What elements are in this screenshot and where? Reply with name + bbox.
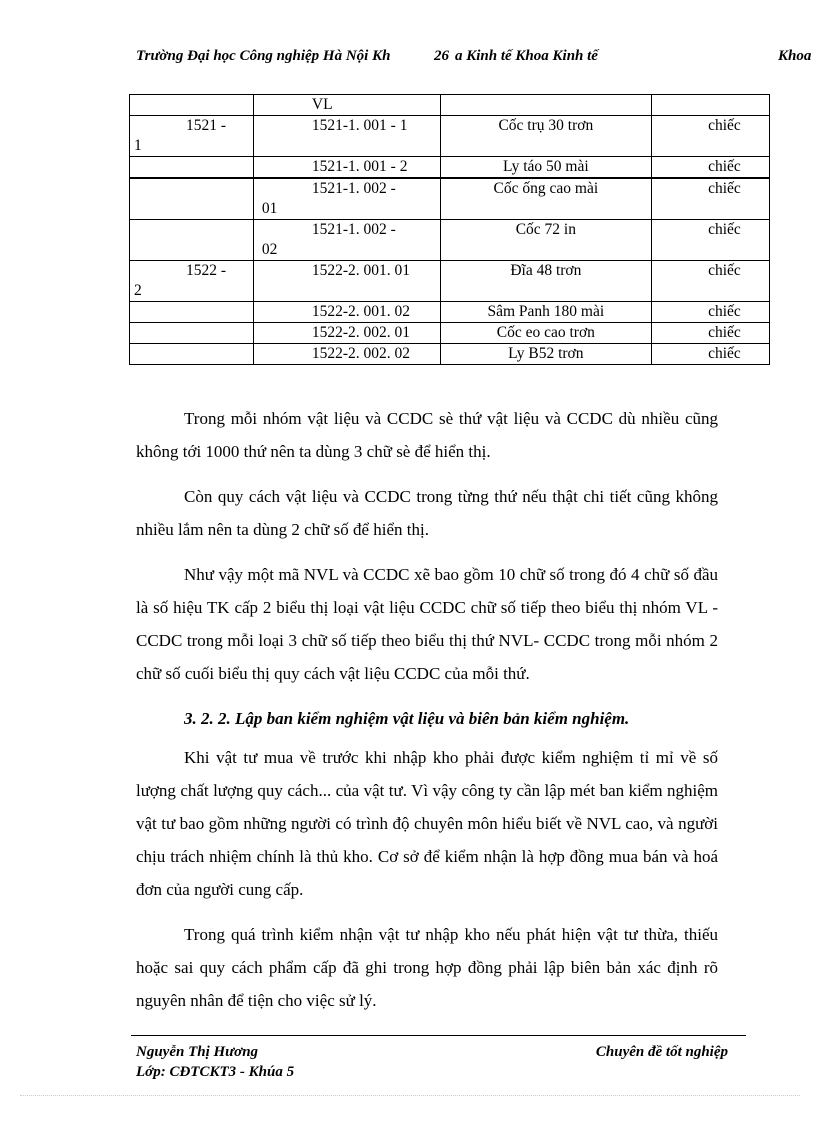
paragraph: Như vậy một mã NVL và CCDC xẽ bao gồm 10 chữ số trong đó 4 chữ số đầu là số hiệu TK cấp 2 biểu thị loại vật liệu CCDC chữ số tiếp theo biểu thị nhóm VL - CCDC trong mỗi loại 3 chữ số tiếp theo biểu thị thứ NVL- CCDC trong mỗi nhóm 2 chữ số cuối biểu thị quy cách vật liệu CCDC của mỗi thứ. — [136, 565, 718, 683]
table-row — [130, 95, 770, 116]
paragraph: Trong mỗi nhóm vật liệu và CCDC sè thứ vật liệu và CCDC dù nhiều cũng không tới 1000 thứ nên ta dùng 3 chữ sè để hiển thị. — [136, 409, 718, 461]
name-cell: Cốc 72 in — [440, 220, 651, 261]
table-row — [130, 178, 770, 220]
name-cell: Cốc eo cao trơn — [440, 323, 651, 344]
table-row — [130, 302, 770, 323]
group-cell: 1522 - 2 — [130, 261, 254, 302]
unit-cell: chiếc — [652, 220, 770, 261]
table-row — [130, 323, 770, 344]
code-cell: 1521-1. 002 - 01 — [253, 178, 440, 220]
header-faculty: a Kinh tế Khoa Kinh tế — [455, 48, 598, 64]
name-cell: Cốc ống cao mài — [440, 178, 651, 220]
page-edge-dotted — [20, 1095, 800, 1096]
paragraph: Khi vật tư mua về trước khi nhập kho phải được kiểm nghiệm tỉ mỉ về số lượng chất lượng quy cách... của vật tư. Vì vậy công ty cần lập mét ban kiểm nghiệm vật tư bao gồm những người có trình độ chuyên môn hiểu biết về NVL cao, và người chịu trách nhiệm chính là thủ kho. Cơ sở để kiểm nhận là hợp đồng mua bán và hoá đơn của người cung cấp. — [136, 748, 718, 899]
footer-author: Nguyễn Thị Hương — [136, 1044, 259, 1060]
name-cell: Cốc trụ 30 trơn — [440, 116, 651, 157]
material-code-table — [129, 94, 770, 365]
page-header — [0, 48, 816, 72]
unit-cell: chiếc — [652, 261, 770, 302]
group-cell: 1521 - 1 — [130, 116, 254, 157]
page-footer — [136, 1042, 746, 1082]
code-cell: 1522-2. 002. 02 — [253, 344, 440, 365]
unit-cell: chiếc — [652, 323, 770, 344]
page-number: 26 — [434, 48, 449, 64]
footer-rule — [131, 1035, 746, 1036]
group-cell — [130, 323, 254, 344]
footer-title: Chuyên đề tốt nghiệp — [595, 1044, 728, 1060]
footer-class: Lớp: CĐTCKT3 - Khúa 5 — [136, 1064, 295, 1080]
section-heading: 3. 2. 2. Lập ban kiểm nghiệm vật liệu và biên bản kiểm nghiệm. — [184, 709, 630, 728]
name-cell: Ly B52 trơn — [440, 344, 651, 365]
group-cell — [130, 344, 254, 365]
unit-cell: chiếc — [652, 302, 770, 323]
unit-cell: chiếc — [652, 116, 770, 157]
group-cell — [130, 220, 254, 261]
group-cell — [130, 302, 254, 323]
header-school: Trường Đại học Công nghiệp Hà Nội Kh — [136, 48, 391, 64]
group-cell — [130, 178, 254, 220]
code-cell: 1522-2. 001. 01 — [253, 261, 440, 302]
table-row — [130, 344, 770, 365]
paragraph: Còn quy cách vật liệu và CCDC trong từng thứ nếu thật chi tiết cũng không nhiều lắm nên ta dùng 2 chữ số để hiển thị. — [136, 487, 718, 539]
group-cell — [130, 95, 254, 116]
code-cell: 1522-2. 002. 01 — [253, 323, 440, 344]
unit-cell: chiếc — [652, 178, 770, 220]
table-row — [130, 220, 770, 261]
code-cell: 1521-1. 002 - 02 — [253, 220, 440, 261]
unit-cell: chiếc — [652, 157, 770, 179]
name-cell — [440, 95, 651, 116]
table-row — [130, 157, 770, 179]
table-row — [130, 116, 770, 157]
unit-cell — [652, 95, 770, 116]
code-cell: 1521-1. 001 - 1 — [253, 116, 440, 157]
code-cell: 1521-1. 001 - 2 — [253, 157, 440, 179]
group-cell — [130, 157, 254, 179]
unit-cell: chiếc — [652, 344, 770, 365]
name-cell: Ly táo 50 mài — [440, 157, 651, 179]
code-cell: 1522-2. 001. 02 — [253, 302, 440, 323]
table-row — [130, 261, 770, 302]
name-cell: Sâm Panh 180 mài — [440, 302, 651, 323]
body-text — [136, 402, 718, 1029]
paragraph: Trong quá trình kiểm nhận vật tư nhập kho nếu phát hiện vật tư thừa, thiếu hoặc sai quy cách phẩm cấp đã ghi trong hợp đồng phải lập biên bản xác định rõ nguyên nhân để tiện cho việc sử lý. — [136, 925, 718, 1010]
code-cell: VL — [253, 95, 440, 116]
header-khoa: Khoa — [778, 48, 812, 64]
name-cell: Đĩa 48 trơn — [440, 261, 651, 302]
